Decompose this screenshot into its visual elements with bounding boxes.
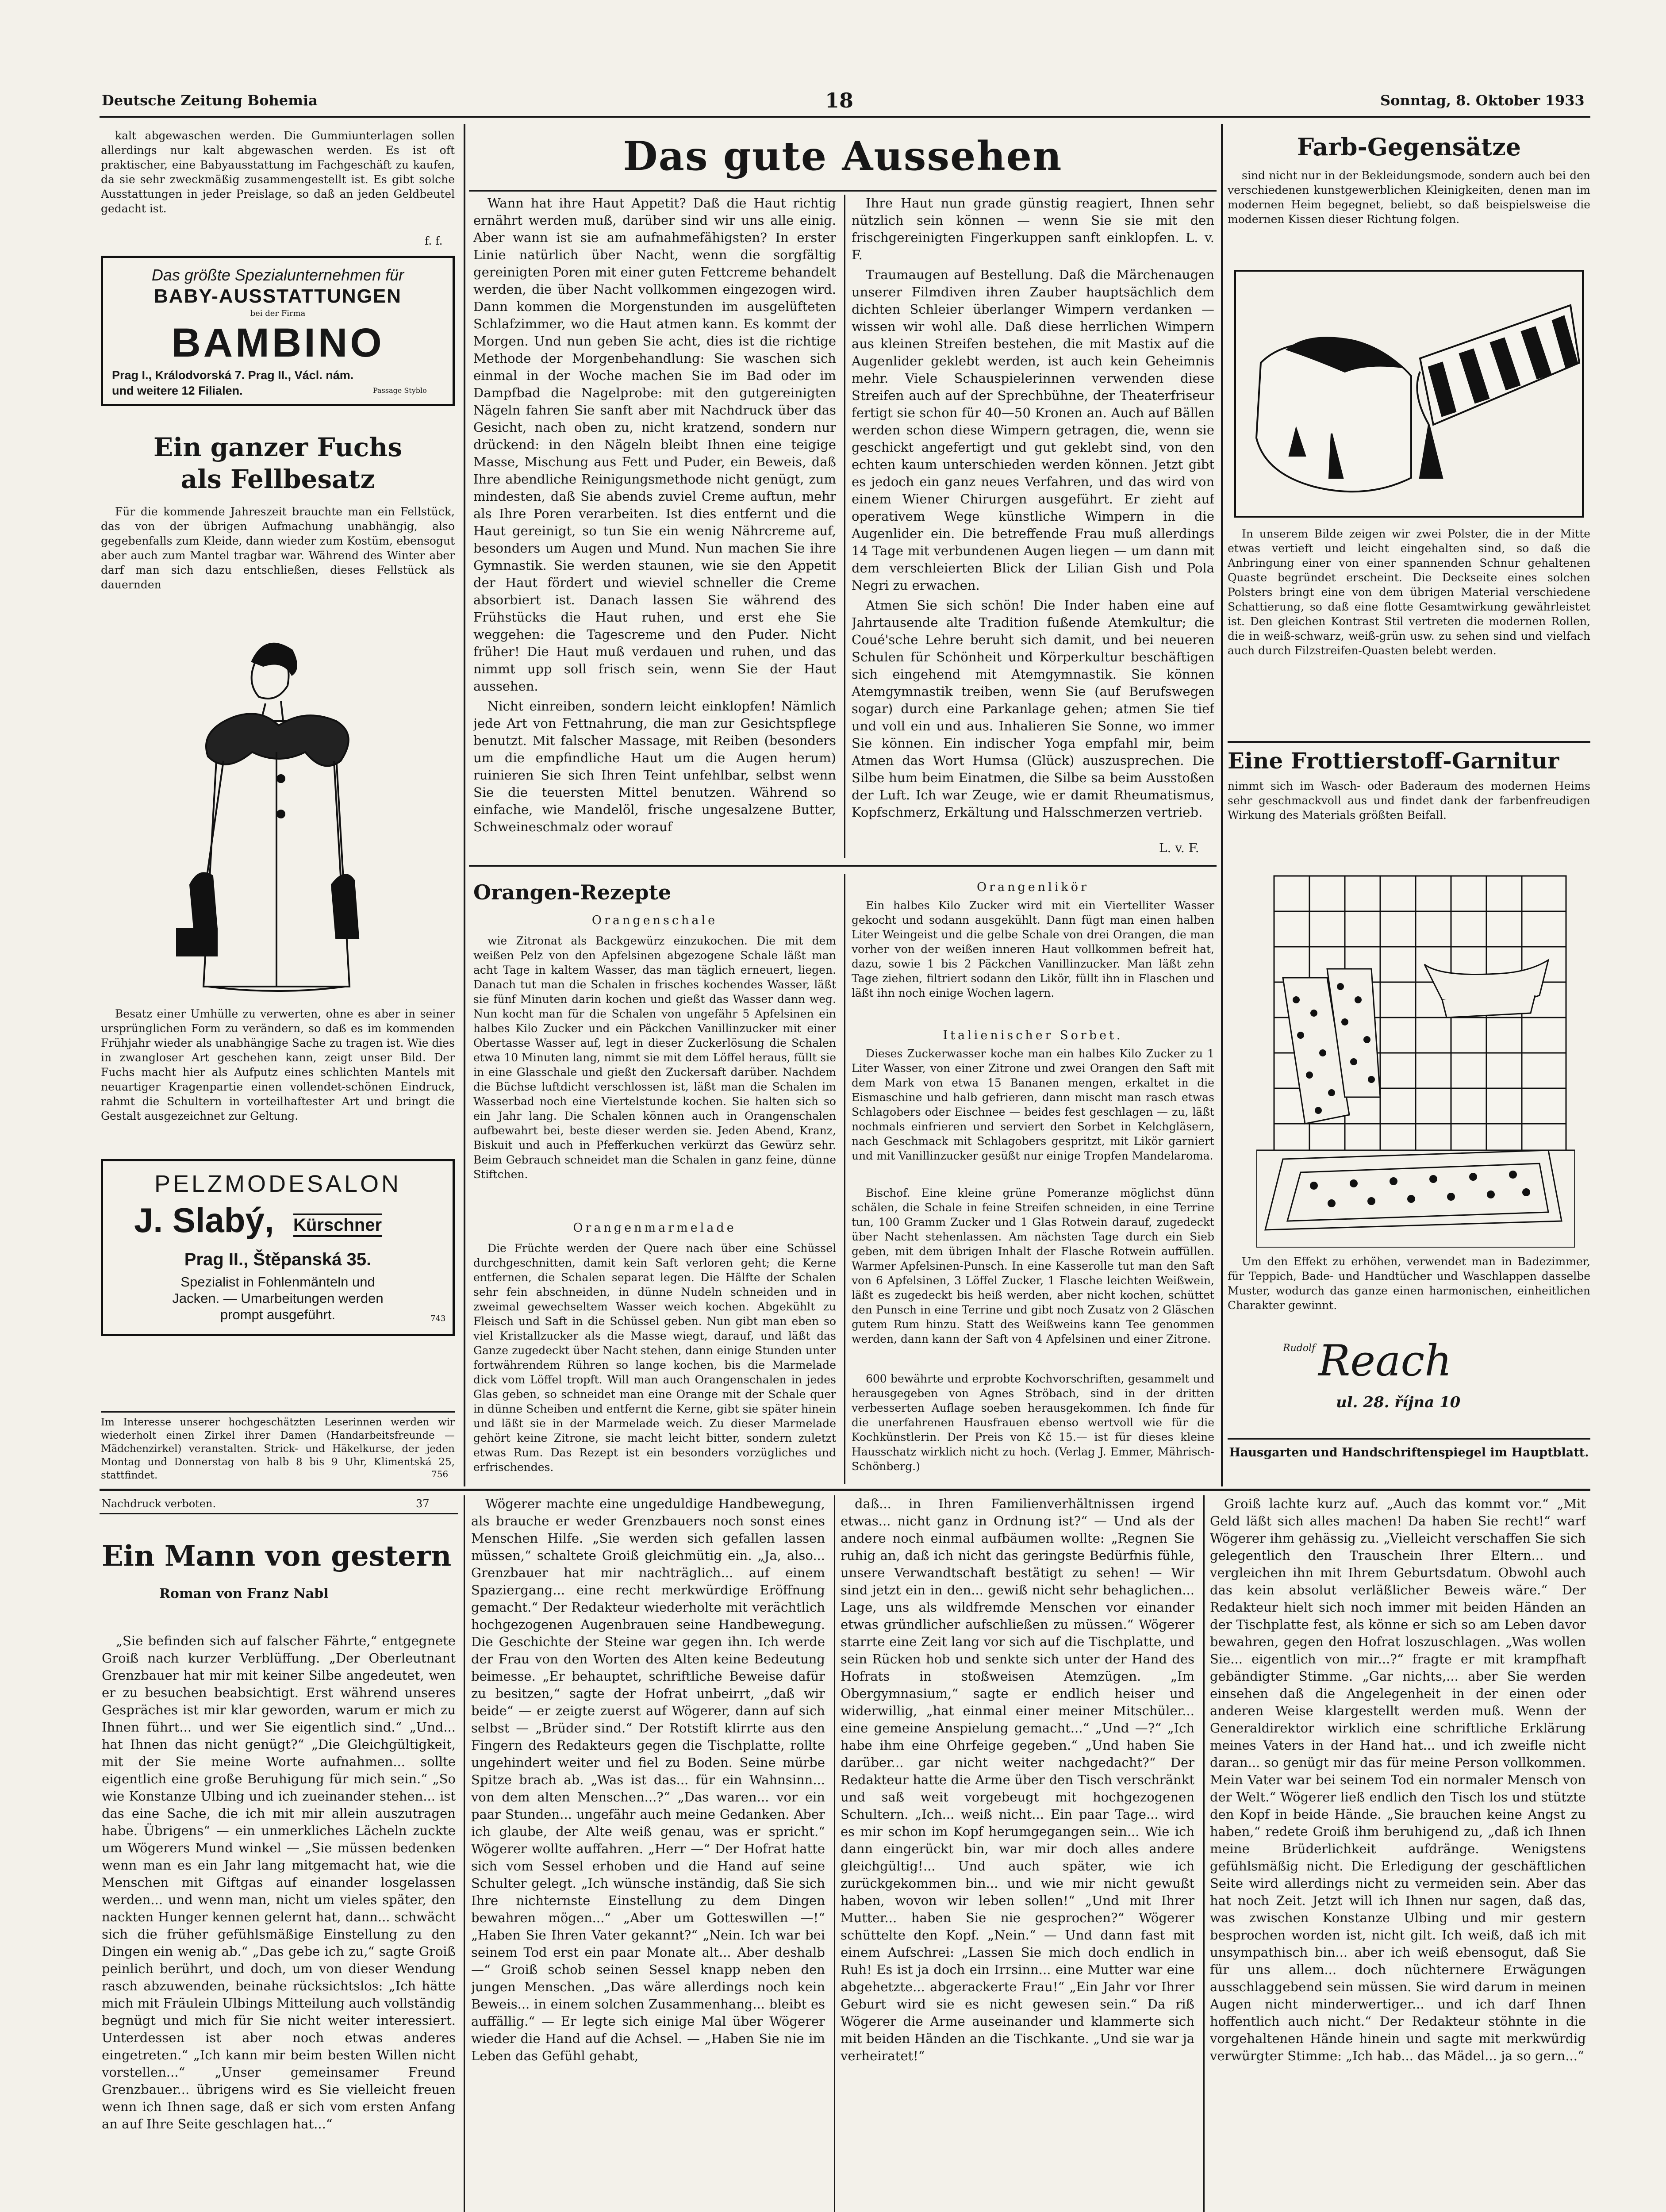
orangen-text2: Die Früchte werden der Quere nach über eine Schüssel durchgeschnitten, damit kein Saft verloren geht; die Kerne entfernen, die Schalen separat legen. Die Hälfte der Schalen sehr fein abschneiden, in dünne Nudeln schneiden und in zweimal gewechseltem Wasser weich kochen. Abgekühlt zu Fleisch und Saft in die Schüssel geben. Nun gibt man eben so viel Kristallzucker als die Masse wiegt, darauf, und läßt das Ganze zugedeckt über Nacht stehen, dann einige Stunden unter fortwährendem Rühren so lange kochen, bis die Marmelade dick vom Löffel tropft. Will man auch Orangenschalen in jedes Glas geben, so schneidet man eine Orange mit der Schale quer in dünne Scheiben und entfernt die Kerne, gibt sie später hinein und läßt sie in der Marmelade weich. Zu dieser Marmelade gehört keine Zitrone, sie macht leicht bitter, sondern zuletzt etwas Rum. Das Rezept ist ein besonders vorzügliches und erfrischendes. <box>473 1242 836 1474</box>
serial-col4: Groiß lachte kurz auf. „Auch das kommt vor.“ „Mit Geld läßt sich alles machen! Da haben Sie recht!“ warf Wögerer ihm gehässig zu. „Vielleicht verschaffen Sie sich gelegentlich den Trauschein Ihrer Eltern... und vergleichen ihn mit Ihrem Geburtsdatum. Obwohl auch das kein absolut verläßlicher Beweis wäre.“ Der Redakteur hielt sich noch immer mit beiden Händen an der Tischplatte fest, als könne er sich so am Leben davor bewahren, gegen den Hofrat loszuschlagen. „Was wollen Sie... eigentlich von mir...?“ fragte er mit krampfhaft gebändigter Stimme. „Gar nichts,... aber Sie werden einsehen daß die Angelegenheit in der einen oder anderen Weise klargestellt werden muß. Wenn der Generaldirektor wirklich eine schriftliche Erklärung meines Vaters in der Hand hat... und ich zweifle nicht daran... so genügt mir das für meine Person vollkommen. Mein Vater war bei seinem Tod ein normaler Mensch von der Welt.“ Wögerer ließ endlich den Tisch los und stützte den Kopf in beide Hände. „Sie brauchen keine Angst zu haben,“ redete Groiß ihm beruhigend zu, „daß ich Ihnen meine Brüderlichkeit aufdränge. Wenigstens gefühlsmäßig nicht. Die Erledigung der geschäftlichen Seite wird allerdings nicht zu vermeiden sein. Aber das hat noch Zeit. Jetzt will ich Ihnen nur sagen, daß das, was zwischen Konstanze Ulbing und mir gestern besprochen worden ist, nicht gilt. Ich weiß, daß ich mit unsympathisch bin... aber ich weiß ebensogut, daß Sie für uns allem... doch nüchternere Erwägungen ausschlaggebend sein müssen. Sie wird darum in meinen Augen nicht minderwertiger... und ich darf Ihnen hoffentlich auch nicht.“ Der Redakteur stöhnte in die vorgehaltenen Hände hinein und sagte mit merkwürdig verwürgter Stimme: „Ich hab... das Mädel... ja so gern...“ <box>1210 1496 1586 2063</box>
serial-subtitle: Roman von Franz Nabl <box>159 1586 329 1601</box>
orangen-sub2: Orangenmarmelade <box>573 1221 737 1235</box>
masthead: Deutsche Zeitung Bohemia <box>102 92 318 109</box>
fur-coat-illustration <box>146 619 403 995</box>
column-rule <box>834 1495 835 2212</box>
bambino-addr3: Passage Styblo <box>373 386 427 395</box>
title-rule <box>469 190 1217 192</box>
pelz-trade: Kürschner <box>293 1214 382 1237</box>
bambino-ad <box>101 256 455 406</box>
header-rule <box>100 116 1590 118</box>
farb-text-2: In unserem Bilde zeigen wir zwei Polster, die in der Mitte etwas vertieft und leicht eingehalten sind, so daß die Anbringung einer von einer spannenden Schnur gehaltenen Quaste begründet erscheint. Die Deckseite eines solchen Polsters bringt eine von dem übrigen Material verschiedene Schattierung, so daß eine flotte Gesamtwirkung gewährleistet ist. Den gleichen Kontrast Stil vertreten die modernen Rollen, die in weiß-schwarz, weiß-grün usw. zu sehen sind und vielfach auch durch Filzstreifen-Quasten belebt werden. <box>1228 527 1590 657</box>
reach-small: Rudolf <box>1283 1343 1316 1354</box>
column-rule <box>1221 124 1223 1486</box>
farb-text: sind nicht nur in der Bekleidungsmode, sondern auch bei den verschiedenen kunstgewerblichen Kleinigkeiten, denen man im modernen Heim begegnet, beliebt, so daß beispielsweise die modernen Kissen dieser Richtung folgen. <box>1228 169 1590 226</box>
rule <box>469 865 1217 867</box>
page-number: 18 <box>825 88 854 112</box>
intro-text: kalt abgewaschen werden. Die Gummiunterlagen sollen allerdings nur kalt abgewaschen werden. Es ist oft praktischer, eine Babyausstattung im Fachgeschäft zu kaufen, da sie sehr zweckmäßig zusammengestellt ist. Es gibt solche Ausstattungen in jeder Preislage, so daß an jeden Geldbeutel gedacht ist. <box>101 129 455 215</box>
orangen-title: Orangen-Rezepte <box>473 880 672 904</box>
bathroom-illustration <box>1256 867 1575 1248</box>
reach-ad <box>1283 1336 1548 1425</box>
orangen-sub4: Italienischer Sorbet. <box>943 1029 1123 1042</box>
notice-code: 756 <box>431 1469 449 1479</box>
pelz-line1: PELZMODESALON <box>154 1171 402 1197</box>
fuchs-title-line2: als Fellbesatz <box>180 464 375 494</box>
intro-signature: f. f. <box>425 234 443 247</box>
pelz-code: 743 <box>430 1314 446 1323</box>
orangen-sub3: Orangenlikör <box>977 880 1089 894</box>
rule <box>100 1513 458 1514</box>
frott-text-2: Um den Effekt zu erhöhen, verwendet man in Badezimmer, für Teppich, Bade- und Handtücher und Waschlappen dasselbe Muster, wodurch das ganze einen harmonischen, einheitlichen Charakter gewinnt. <box>1228 1255 1590 1312</box>
bambino-line1: Das größte Spezialunternehmen für <box>151 266 404 284</box>
rule <box>1228 1438 1590 1440</box>
column-rule <box>844 195 845 858</box>
orangen-text3: Ein halbes Kilo Zucker wird mit ein Viertelliter Wasser gekocht und sodann ausgekühlt. Dann fügt man einen halben Liter Weingeist und die gelbe Schale von drei Orangen, die man vorher von der weißen inneren Haut vollkommen befreit hat, dazu, sowie 1 bis 2 Päckchen Vanillinzucker. Man läßt zehn Tage ziehen, filtriert sodann den Likör, füllt ihn in Flaschen und läßt ihn noch einige Wochen lagern. <box>852 899 1214 999</box>
issue-date: Sonntag, 8. Oktober 1933 <box>1380 92 1585 109</box>
pelz-desc3: prompt ausgeführt. <box>220 1307 336 1322</box>
frott-title: Eine Frottierstoff-Garnitur <box>1228 748 1559 774</box>
orangen-text5: Bischof. Eine kleine grüne Pomeranze möglichst dünn schälen, die Schale in feine Streifen schneiden, in eine Terrine tun, 100 Gramm Zucker und 1 Glas Rotwein darauf, zugedeckt über Nacht stehenlassen. Am nächsten Tage durch ein Sieb geben, mit dem übrigen Inhalt der Flasche Rotwein auffüllen. Warmer Apfelsinen-Punsch. In eine Kasserolle tut man den Saft von 6 Apfelsinen, 3 Löffel Zucker, 1 Flasche leichten Weißwein, läßt es zugedeckt bis heiß werden, aber nicht kochen, schüttet den Punsch in eine Terrine und gibt noch Zusatz von 2 Gläschen gutem Rum hinzu. Statt des Weißweins kann Tee genommen werden, dann kann der Saft von 4 Apfelsinen und einer Zitrone. <box>852 1187 1214 1345</box>
orangen-sub1: Orangenschale <box>591 914 718 927</box>
bambino-line3: bei der Firma <box>250 309 306 318</box>
column-rule <box>844 874 845 1484</box>
frott-text: nimmt sich im Wasch- oder Baderaum des modernen Heims sehr geschmackvoll aus und findet dank der farbenfreudigen Wirkung des Materials größten Beifall. <box>1228 780 1590 822</box>
serial-col1: „Sie befinden sich auf falscher Fährte,“ entgegnete Groiß nach kurzer Verblüffung. „Der Oberleutnant Grenzbauer hat mir mit keiner Silbe angedeutet, wen er zu besuchen beabsichtigt. Erst während unseres Gespräches ist mir klar geworden, warum er mich zu Ihnen führt... und wer Sie eigentlich sind.“ „Und... hat Ihnen das nicht genügt?“ „Die Gleichgültigkeit, mit der Sie meine Worte aufnahmen... sollte eigentlich eine große Beruhigung für mich sein.“ „So wie Konstanze Ulbing und ich zueinander stehen... ist das eine Sache, die ich mit mir allein auszutragen habe. Übrigens“ — ein unmerkliches Lächeln zuckte um Wögerers Mund winkel — „Sie müssen bedenken wenn man es ein Jahr lang mitgemacht hat, wie die Menschen mit Giftgas auf einander losgelassen werden... und wenn man, nicht um vieles später, den nackten Hunger kennen gelernt hat, dann... schwächt sich die früher gefühlsmäßige Einstellung zu den Dingen ein wenig ab.“ „Das gebe ich zu,“ sagte Groiß peinlich berührt, und doch, um von dieser Wendung rasch abzuwenden, beinahe rücksichtslos: „Ich hätte mich mit Fräulein Ulbings Mitteilung auch vollständig begnügt und mich für Sie nicht weiter interessiert. Unterdessen ist aber noch etwas anderes eingetreten.“ „Ich kann mir beim besten Willen nicht vorstellen...“ „Unser gemeinsamer Freund Grenzbauer... übrigens wird es Sie vielleicht freuen wenn ich Ihnen sage, daß er sich vom ersten Anfang an auf Ihre Seite geschlagen hat...“ <box>102 1633 456 2131</box>
reach-addr: ul. 28. října 10 <box>1336 1394 1461 1411</box>
orangen-text1: wie Zitronat als Backgewürz einzukochen. Die mit dem weißen Pelz von den Apfelsinen abgezogene Schale läßt man acht Tage in kaltem Wasser, das man täglich erneuert, liegen. Danach tut man die Schalen in frisches kochendes Wasser, läßt sie fünf Minuten darin kochen und gießt das Wasser dann weg. Nun kocht man für die Schalen von ungefähr 5 Apfelsinen ein halbes Kilo Zucker und ein Päckchen Vanillinzucker mit einer Obertasse Wasser auf, legt in dieser Zuckerlösung die Schalen etwa 10 Minuten lang, nimmt sie mit dem Löffel heraus, füllt sie in eine Glasschale und gießt den Zuckersaft darüber. Nachdem die Büchse luftdicht verschlossen ist, läßt man die Schalen im Wasserbad noch eine Viertelstunde kochen. Sie halten sich so ein Jahr lang. Die Schalen können auch in Orangenschalen aufbewahrt bei, beste dieser werden sie. Jeden Abend, Kranz, Biskuit und auch in Pfefferkuchen verkürzt das Gewürz sehr. Beim Gebrauch schneidet man die Schalen in ganz feine, dünne Stiftchen. <box>473 934 836 1181</box>
pelz-desc1: Spezialist in Fohlenmänteln und <box>180 1274 375 1290</box>
pelz-addr: Prag II., Štěpanská 35. <box>184 1250 372 1269</box>
section-rule <box>100 1489 1590 1491</box>
bambino-addr2: und weitere 12 Filialen. <box>112 384 243 397</box>
bambino-line2: BABY-AUSSTATTUNGEN <box>154 285 402 307</box>
fuchs-text-2: Besatz einer Umhülle zu verwerten, ohne es aber in seiner ursprünglichen Form zu verändern, so daß es im kommenden Frühjahr wieder als unabhängige Sache zu tragen ist. Wie dies in zwangloser Art geschehen kann, zeigt unser Bild. Der Fuchs macht hier als Aufputz eines schlichten Mantels mit neuartiger Kragenpartie einen vollendet-schönen Eindruck, rahmt die Schultern in vorteilhaftester Art und bringt die Gestalt ausgezeichnet zur Geltung. <box>101 1007 455 1122</box>
handarbeit-notice: Im Interesse unserer hochgeschätzten Leserinnen werden wir wiederholt einen Zirkel ihrer Damen (Handarbeitsfreunde — Mädchenzirkel) veranstalten. Strick- und Häkelkurse, der jeden Montag und Donnerstag von halb 8 bis 9 Uhr, Klimentská 25, stattfindet. <box>101 1417 455 1481</box>
bambino-addr1: Prag I., Králodvorská 7. Prag II., Václ. nám. <box>112 369 354 382</box>
fuchs-title <box>101 431 455 495</box>
aussehen-text-right: Ihre Haut nun grade günstig reagiert, Ihnen sehr nützlich sein können — wenn Sie sie mit den frischgereinigten Fingerkuppen sanft einklopfen. L. v. F. Traumaugen auf Bestellung. Daß die Märchenaugen unserer Filmdiven ihren Zauber hauptsächlich dem dichten Schleier überlanger Wimpern verdanken — wissen wir wohl alle. Daß diese herrlichen Wimpern aus kleinen Streifen bestehen, die mit Mastix auf die Augenlider geklebt werden, ist auch kein Geheimnis mehr. Viele Schauspielerinnen verwenden diese Streifen auch auf der Sprechbühne, der Theaterfriseur fertigt sie schon für 40—50 Kronen an. Auch auf Bällen werden schon diese Wimpern getragen, die, wenn sie geschickt angefertigt und gut geklebt sind, von den echten kaum unterschieden werden können. Jetzt gibt es jedoch ein ganz neues Verfahren, und das wird von einem Wiener Chirurgen ausgeführt. Er zieht auf operativem Wege künstliche Wimpern in die Augenlider ein. Die betreffende Frau muß allerdings 14 Tage mit verbundenen Augen liegen — um dann mit dem verschleierten Blick der Lilian Gish und Pola Negri zu erwachen. Atmen Sie sich schön! Die Inder haben eine auf Jahrtausende alte Tradition fußende Atemkultur; die Coué'sche Lehre beruht sich damit, und bei neueren Schulen für Schönheit und Körperkultur beschäftigen sich eingehend mit Atemgymnastik. Sie können Atemgymnastik treiben, wenn Sie (auf Berufswegen sogar) durch eine Parkanlage gehen; atmen Sie tief und voll ein und aus. Inhalieren Sie Sonne, wo immer Sie können. Ein indischer Yoga empfahl mir, beim Atmen das Wort Humsa (Glück) auszusprechen. Die Silbe hum beim Einatmen, die Silbe sa beim Ausstoßen der Luft. Ich war Zeuge, wie er damit Rheumatismus, Kopfschmerz, Erkältung und Halsschmerzen vertrieb. <box>852 196 1214 820</box>
serial-col3: daß... in Ihren Familienverhältnissen irgend etwas... nicht ganz in Ordnung ist?“ — Und als der andere noch einmal aufbäumen wollte: „Regnen Sie ruhig an, daß ich nicht das geringste Bedürfnis fühle, unsere Verwandtschaft bestätigt zu sehen! — Wir sind jetzt ein in den... gewiß nicht sehr behaglichen... Lage, uns als wildfremde Menschen vor einander etwas gründlicher aufschließen zu müssen.“ Wögerer starrte eine Zeit lang vor sich auf die Tischplatte, und sein Rücken hob und senkte sich unter der Hand des Hofrats in stoßweisen Atemzügen. „Im Obergymnasium,“ sagte er endlich heiser und widerwillig, „hat einmal einer meiner Mitschüler... eine gemeine Anspielung gemacht...“ „Und —?“ „Ich habe ihm eine Ohrfeige gegeben.“ „Und haben Sie darüber... gar nicht weiter nachgedacht?“ Der Redakteur hatte die Arme über den Tisch verschränkt und saß weit vorgebeugt mit hochgezogenen Schultern. „Ich... weiß nicht... Ein paar Tage... wird es mir schon im Kopf herumgegangen sein... Wie ich dann eingerückt bin, war mir doch alles andere gleichgültig!... Und auch später, wie ich zurückgekommen bin... und wie mir nicht gewußt haben, wovon wir leben sollen!“ „Und mit Ihrer Mutter... haben Sie nie gesprochen?“ Wögerer schüttelte den Kopf. „Nein.“ — Und dann fast mit einem Aufschrei: „Lassen Sie mich doch endlich in Ruh! Es ist ja doch ein Irrsinn... eine Mutter war eine abgehetzte... abgerackerte Frau!“ „Ein Jahr vor Ihrer Geburt wird sie es nicht gewesen sein.“ Da riß Wögerer die Arme auseinander und klammerte sich mit beiden Händen an die Tischkante. „Und sie war ja verheiratet!“ <box>841 1496 1194 2063</box>
aussehen-signature: L. v. F. <box>1159 841 1199 855</box>
orangen-text6: 600 bewährte und erprobte Kochvorschriften, gesammelt und herausgegeben von Agnes Ströbach, sind in der dritten verbesserten Auflage soeben herausgekommen. Ich finde für die unerfahrenen Hausfrauen ebenso wertvoll wie für die Kochkünstlerin. Der Preis von Kč 15.— ist für dieses kleine Hausschatz wirklich nicht zu hoch. (Verlag J. Emmer, Mährisch-Schönberg.) <box>852 1372 1214 1473</box>
serial-title: Ein Mann von gestern <box>102 1540 452 1573</box>
reach-brand: Reach <box>1318 1336 1452 1386</box>
orangen-text4: Dieses Zuckerwasser koche man ein halbes Kilo Zucker zu 1 Liter Wasser, von einer Zitrone und zwei Orangen den Saft mit dem Mark von etwa 15 Bananen mengen, erkaltet in die Eismaschine und halb gefrieren, dann mischt man rasch etwas Schlagobers oder Eischnee — beides fest geschlagen — zu, läßt nochmals einfrieren und serviert den Sorbet in Kelchgläsern, nach Geschmack mit Schlagobers gespritzt, mit Likör garniert und mit Vanillinzucker gesüßt nur einige Tropfen Mandelaroma. <box>852 1047 1214 1162</box>
article-title: Das gute Aussehen <box>623 133 1063 180</box>
aussehen-text-left: Wann hat ihre Haut Appetit? Daß die Haut richtig ernährt werden muß, darüber sind wir uns alle einig. Aber wann ist sie am aufnahmefähigsten? In erster Linie natürlich über Nacht, wenn die sorgfältig gereinigten Poren mit einer guten Fettcreme behandelt werden, die über Nacht vollkommen eingezogen wird. Dann kommen die Morgenstunden im ausgelüfteten Schlafzimmer, wo die Haut atmen kann. Es kommt der Morgen. Und nun geben Sie acht, dies ist die richtige Methode der Morgenbehandlung: Sie waschen sich einmal in der Woche machen Sie im Bad oder im Dampfbad die Nagelprobe: mit den gutgereinigten Nägeln fahren Sie sanft aber mit Nachdruck über das Gesicht, nach oben zu, nicht kratzend, sondern nur drückend: in den Nägeln bleibt Ihnen eine teigige Masse, Mischung aus Fett und Puder, ein Beweis, daß Ihre abendliche Reinigungsmethode nicht genügt, zum mindesten, daß Sie abends zuviel Creme auftun, mehr als Ihre Poren verarbeiten. Ist dies entfernt und die Haut gereinigt, so tun Sie ein wenig Nährcreme auf, besonders um Augen und Mund. Nun machen Sie ihre Gymnastik. Sie werden staunen, wie sie den Appetit der Haut fördert und wieviel schneller die Creme absorbiert ist. Danach lassen Sie während des Frühstücks die Haut ruhen, und erst ehe Sie weggehen: die Tagescreme und den Puder. Nicht früher! Die Haut muß verdauen und ruhen, und das nimmt upp soll frisch sein, wenn Sie der Haut aussehen. Nicht einreiben, sondern leicht einklopfen! Nämlich jede Art von Fettnahrung, die man zur Gesichtspflege benutzt. Mit falscher Massage, mit Reiben (besonders um die empfindliche Haut um die Augen herum) ruinieren Sie sich Ihren Teint unfehlbar, selbst wenn Sie die teuersten Mittel benutzen. Während so einfache, wie Mandelöl, frische ungesalzene Butter, Schweineschmalz oder worauf <box>473 196 836 834</box>
farb-title: Farb-Gegensätze <box>1297 133 1521 161</box>
pelz-desc2: Jacken. — Umarbeitungen werden <box>172 1290 384 1306</box>
bambino-brand: BAMBINO <box>171 320 384 365</box>
column-rule <box>464 1495 465 2212</box>
cushions-illustration <box>1234 270 1584 518</box>
serial-col2: Wögerer machte eine ungeduldige Handbewegung, als brauche er weder Grenzbauers noch sonst eines Menschen Hilfe. „Sie werden sich gefallen lassen müssen,“ schaltete Groiß gleichmütig ein. „Ja, also... Grenzbauer hat mir nachträglich... auf einem Spaziergang... eine recht merkwürdige Eröffnung gemacht.“ Der Redakteur wiederholte mit verächtlich hochgezogenen Augenbrauen seine Handbewegung. Die Geschichte der Steine war gegen ihn. Ich werde der Frau von den Worten des Alten keine Bedeutung beimesse. „Er behauptet, schriftliche Beweise dafür zu besitzen,“ sagte der Hofrat unbeirrt, „daß wir beide“ — er zeigte zuerst auf Wögerer, dann auf sich selbst — „Brüder sind.“ Der Rotstift klirrte aus den Fingern des Redakteurs gegen die Tischplatte, rollte ungehindert weiter und fiel zu Boden. Seine mürbe Spitze brach ab. „Was ist das... für ein Wahnsinn... von dem alten Menschen...?“ „Das waren... vor ein paar Stunden... ungefähr auch meine Gedanken. Aber ich glaube, der Alte weiß genau, was er spricht.“ Wögerer wollte auffahren. „Herr —“ Der Hofrat hatte sich vom Sessel erhoben und die Hand auf seine Schulter gelegt. „Ich wünsche inständig, daß Sie sich Ihre nichternste Einstellung zu dem Dingen bewahren mögen...“ „Aber um Gotteswillen —!“ „Haben Sie Ihren Vater gekannt?“ „Nein. Ich war bei seinem Tod erst ein paar Monate alt... Aber deshalb —“ Groiß schob seinen Sessel knapp neben den jungen Menschen. „Das wäre allerdings noch kein Beweis... in einem solchen Zusammenhang... bleibt es auffällig.“ — Er legte sich einige Mal über Wögerer wieder die Hand auf die Achsel. — „Haben Sie nie im Leben das Gefühl gehabt, <box>471 1496 825 2063</box>
serial-label: Nachdruck verboten. <box>102 1498 216 1510</box>
column-rule <box>1203 1495 1205 2212</box>
pelz-ad <box>101 1159 455 1336</box>
fuchs-title-line1: Ein ganzer Fuchs <box>154 432 402 462</box>
rule <box>101 1411 455 1413</box>
fuchs-text: Für die kommende Jahreszeit brauchte man ein Fellstück, das von der übrigen Aufmachung unabhängig, also gegebenfalls zum Kleide, dann wieder zum Kostüm, ebensogut aber auch zum Mantel tragbar war. Während des Winter aber darf man sich dazu entschließen, dieses Fellstück als dauernden <box>101 505 455 591</box>
reach-caption: Hausgarten und Handschriftenspiegel im Hauptblatt. <box>1229 1446 1589 1459</box>
rule <box>1228 741 1590 743</box>
serial-number: 37 <box>416 1498 430 1510</box>
column-rule <box>464 124 465 1486</box>
pelz-brand: J. Slabý, <box>134 1201 274 1240</box>
